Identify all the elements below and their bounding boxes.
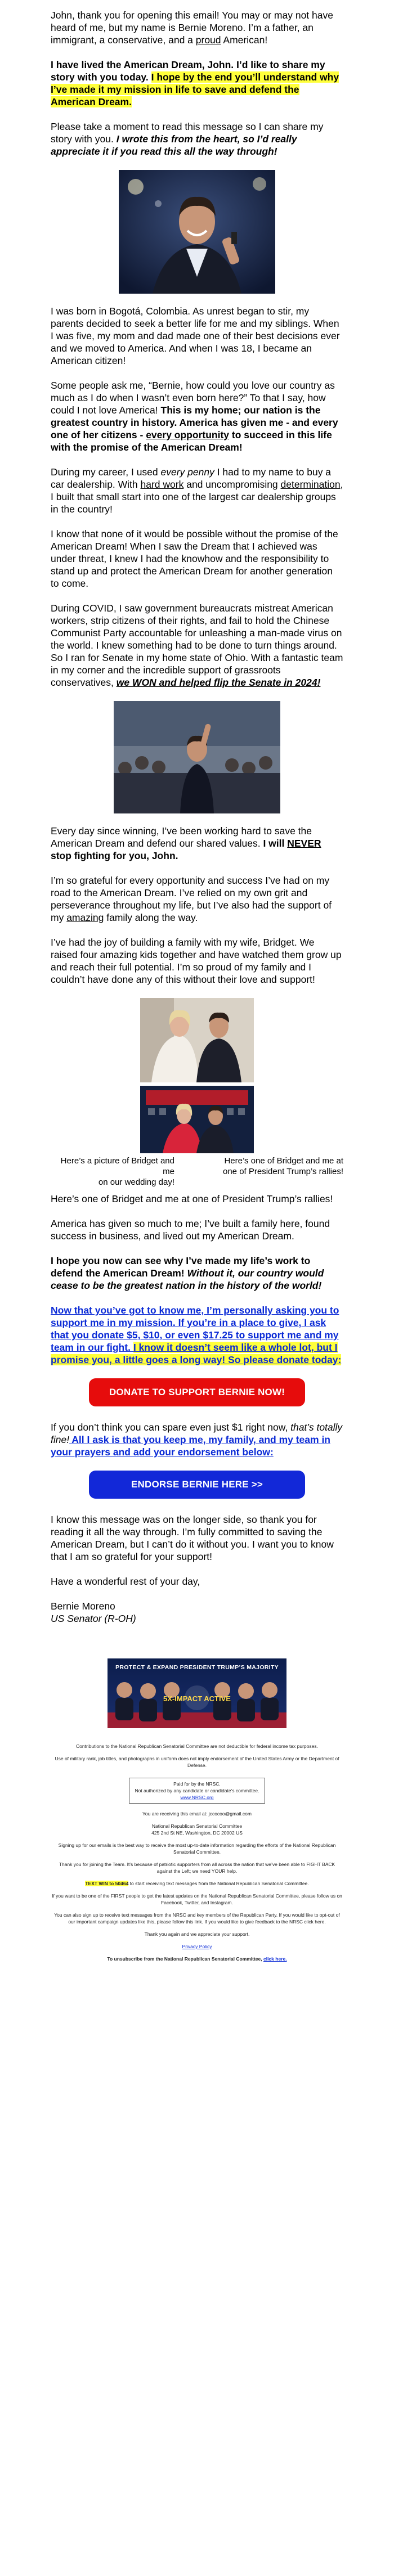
grateful-paragraph [51, 874, 343, 924]
career-underline-1: hard work [140, 479, 184, 490]
donate-button[interactable]: DONATE TO SUPPORT BERNIE NOW! [89, 1378, 305, 1406]
career-underline-2: determination [280, 479, 341, 490]
footer-address [51, 1823, 343, 1836]
signature [51, 1600, 343, 1625]
home-paragraph [51, 379, 343, 453]
rally-caption [198, 1156, 343, 1177]
unsubscribe-text: To unsubscribe from the National Republican Senatorial Committee, [107, 1956, 263, 1962]
winning-bold-a: I will [263, 838, 288, 849]
nrsc-site-link[interactable]: www.NRSC.org [180, 1795, 214, 1800]
career-text-d: , I built that small start into one of the largest car dealership groups in the country! [51, 479, 343, 515]
text-win-highlight: TEXT WIN to 50464 [85, 1881, 129, 1886]
covid-text: During COVID, I saw government bureaucrats mistreat American workers, strip citizens of their rights, and fail to hold the Chinese Communist Party accountable for unleashing a man-made virus on the world. I knew something had to be done to turn things around. So I ran for Senate in my home state of Ohio. With a fantastic team in my corner and the incredible support of grassroots conservatives, [51, 603, 343, 688]
footer-recipient: You are receiving this email at: jccocoo@gmail.com [142, 1811, 252, 1817]
intro-paragraph [51, 59, 343, 108]
career-italic: every penny [160, 466, 214, 478]
letter-content [51, 0, 343, 1625]
footer-thanks-note: Thank you for joining the Team. It’s because of patriotic supporters from all across the nation that we’ve been able to FIGHT BACK against the Left; we need YOUR help. [59, 1862, 335, 1874]
grateful-text: I’m so grateful for every opportunity and success I’ve had on my road to the American Dream. I’ve relied on my own grit and perseverance throughout my life, but I’ve also had the support of my [51, 875, 332, 923]
address-street: 425 2nd St NE, Washington, DC 20002 US [151, 1830, 243, 1836]
photo-captions [51, 1156, 343, 1193]
greeting-text: John, thank you for opening this email! You may or may not have heard of me, but my name is Bernie Moreno. I’m a father, an immigrant, a conservative, and a [51, 10, 333, 46]
unsubscribe-link[interactable]: click here. [263, 1956, 287, 1962]
spare-italic: that’s totally fine! [51, 1422, 343, 1445]
rally-caption-b: one of President Trump’s rallies! [223, 1167, 343, 1176]
footer-tax-note: Contributions to the National Republican Senatorial Committee are not deductible for federal income tax purposes. [76, 1743, 318, 1749]
career-text-b: I had to my name to buy a car dealership. With [51, 466, 332, 490]
footer [51, 1743, 343, 1962]
greeting-paragraph [51, 9, 343, 46]
rally-caption-a: Here’s one of Bridget and me at [224, 1156, 343, 1166]
rally-image [114, 701, 280, 813]
family-paragraph: I’ve had the joy of building a family with my wife, Bridget. We raised four amazing kids together and have watched them grow up and reach their full potential. I’m so proud of my family and I couldn’t have done any of this without their love and support! [51, 937, 342, 985]
intro-text: I have lived the American Dream, John. I’d like to share my story with you today. [51, 59, 325, 83]
spare-text: If you don’t think you can spare even just $1 right now, [51, 1422, 291, 1433]
majority-banner[interactable] [108, 1658, 286, 1728]
career-paragraph [51, 466, 343, 515]
ask-donate-highlight-link[interactable]: I know it doesn’t seem like a whole lot, but I promise you, a little goes a long way! So please donate today: [51, 1342, 342, 1365]
wedding-caption [56, 1156, 174, 1188]
intro-highlight: I hope by the end you’ll understand why I’ve made it my mission in life to save and defend the American Dream. [51, 71, 339, 107]
winning-text: Every day since winning, I’ve been working hard to save the American Dream and defend our shared values. [51, 825, 312, 849]
footer-text-note [51, 1880, 343, 1887]
hope-paragraph [51, 1255, 343, 1292]
home-bold: This is my home; our nation is the greatest country in history. America has given me - and every one of her citizens - [51, 404, 338, 440]
paid-line-2: Not authorized by any candidate or candidate’s committee. [135, 1788, 259, 1793]
wedding-photo [140, 998, 254, 1082]
rally-caption-repeat: Here’s one of Bridget and me at one of President Trump’s rallies! [51, 1193, 333, 1204]
signature-name: Bernie Moreno [51, 1601, 115, 1612]
wedding-caption-b: on our wedding day! [98, 1177, 174, 1187]
trump-rally-image [140, 1086, 254, 1153]
banner-headline: PROTECT & EXPAND PRESIDENT TRUMP’S MAJORITY [115, 1664, 279, 1671]
covid-paragraph [51, 602, 343, 689]
footer-appreciation: Thank you again and we appreciate your support. [144, 1931, 250, 1937]
born-paragraph: I was born in Bogotá, Colombia. As unrest began to stir, my parents decided to seek a better life for me and my siblings. When I was five, my mom and dad made one of their best decisions ever and we moved to America. And when I was 18, I became an American citizen! [51, 305, 340, 366]
rally-photo [114, 701, 280, 813]
address-org: National Republican Senatorial Committee [151, 1823, 243, 1829]
knew-paragraph: I know that none of it would be possible without the promise of the American Dream! When I saw the Dream that I achieved was under threat, I knew I had the knowhow and the responsibility to stand up and protect the American Dream for another generation to come. [51, 528, 338, 589]
given-paragraph: America has given so much to me; I’ve built a family here, found success in business, and lived out my American Dream. [51, 1218, 330, 1242]
ask-read-paragraph [51, 120, 343, 158]
ask-donate-link[interactable]: Now that you’ve got to know me, I’m personally asking you to support me in my mission. If you’re in a place to give, I ask that you donate $5, $10, or even $17.25 to support me and my team in our fight. [51, 1305, 339, 1353]
greeting-end: American! [221, 34, 268, 46]
career-text-a: During my career, I used [51, 466, 161, 478]
winning-never: NEVER [287, 838, 321, 849]
proud-underline: proud [195, 34, 221, 46]
wedding-caption-a: Here’s a picture of Bridget and me [60, 1156, 174, 1176]
home-text: Some people ask me, “Bernie, how could you love our country as much as I do when I wasn’t even born here?” To that I say, how could I not love America! [51, 380, 335, 416]
footer-optout-note: You can also sign up to receive text messages from the NRSC and key members of the Republican Party. If you would like to opt-out of our important campaign updates like this, please follow this link. If you would like to give feedback to the NRSC click here. [54, 1912, 340, 1925]
home-bold-end: to succeed in this life with the promise of the American Dream! [51, 429, 332, 453]
unsubscribe-line [51, 1955, 343, 1962]
paid-for-box [129, 1778, 266, 1804]
footer-military-note: Use of military rank, job titles, and photographs in uniform does not imply endorsement of the United States Army or the Department of Defense. [55, 1756, 339, 1768]
footer-signup-note: Signing up for our emails is the best way to receive the most up-to-date information regarding the efforts of the National Republican Senatorial Committee. [58, 1842, 336, 1855]
grateful-end: family along the way. [104, 912, 198, 923]
home-underline: every opportunity [146, 429, 230, 440]
endorse-link[interactable]: All I ask is that you keep me, my family, and my team in your prayers and add your endorsement below: [51, 1434, 330, 1458]
wedding-image [140, 998, 254, 1082]
covid-bold-italic: we WON and helped flip the Senate in 2024! [116, 677, 321, 688]
signature-title: US Senator (R-OH) [51, 1613, 136, 1624]
banner-portraits [108, 1658, 286, 1728]
bernie-portrait-photo [119, 170, 275, 294]
paid-line-1: Paid for by the NRSC. [173, 1781, 221, 1787]
career-text-c: and uncompromising [183, 479, 281, 490]
hope-bold-italic: Without it, our country would cease to be the greatest nation in the history of the world! [51, 1267, 324, 1291]
grateful-underline: amazing [66, 912, 104, 923]
endorse-button[interactable]: ENDORSE BERNIE HERE >> [89, 1471, 305, 1499]
winning-paragraph [51, 825, 343, 862]
bernie-portrait-image [119, 170, 275, 294]
ask-read-italic: I wrote this from the heart, so I’d really appreciate it if you read this all the way through! [51, 133, 297, 157]
longer-paragraph: I know this message was on the longer side, so thank you for reading it all the way through. I’m fully committed to saving the American Dream, but I can’t do it without you. I want you to know that I am so grateful for your support! [51, 1514, 334, 1562]
privacy-policy-link[interactable]: Privacy Policy [182, 1944, 212, 1949]
spare-paragraph [51, 1421, 343, 1458]
signoff: Have a wonderful rest of your day, [51, 1576, 200, 1587]
hope-bold: I hope you now can see why I’ve made my life’s work to defend the American Dream! [51, 1255, 311, 1279]
ask-paragraph [51, 1304, 343, 1366]
text-win-note: to start receiving text messages from the National Republican Senatorial Committee. [128, 1881, 309, 1886]
footer-social-note: If you want to be one of the FIRST people to get the latest updates on the National Republican Senatorial Committee, please follow us on Facebook, Twitter, and Instagram. [52, 1893, 342, 1905]
banner-subheadline: 5X-IMPACT ACTIVE [163, 1694, 231, 1703]
trump-rally-photo [140, 1086, 254, 1153]
winning-bold-b: stop fighting for you, John. [51, 850, 178, 861]
ask-read-text: Please take a moment to read this message so I can share my story with you. [51, 121, 324, 145]
